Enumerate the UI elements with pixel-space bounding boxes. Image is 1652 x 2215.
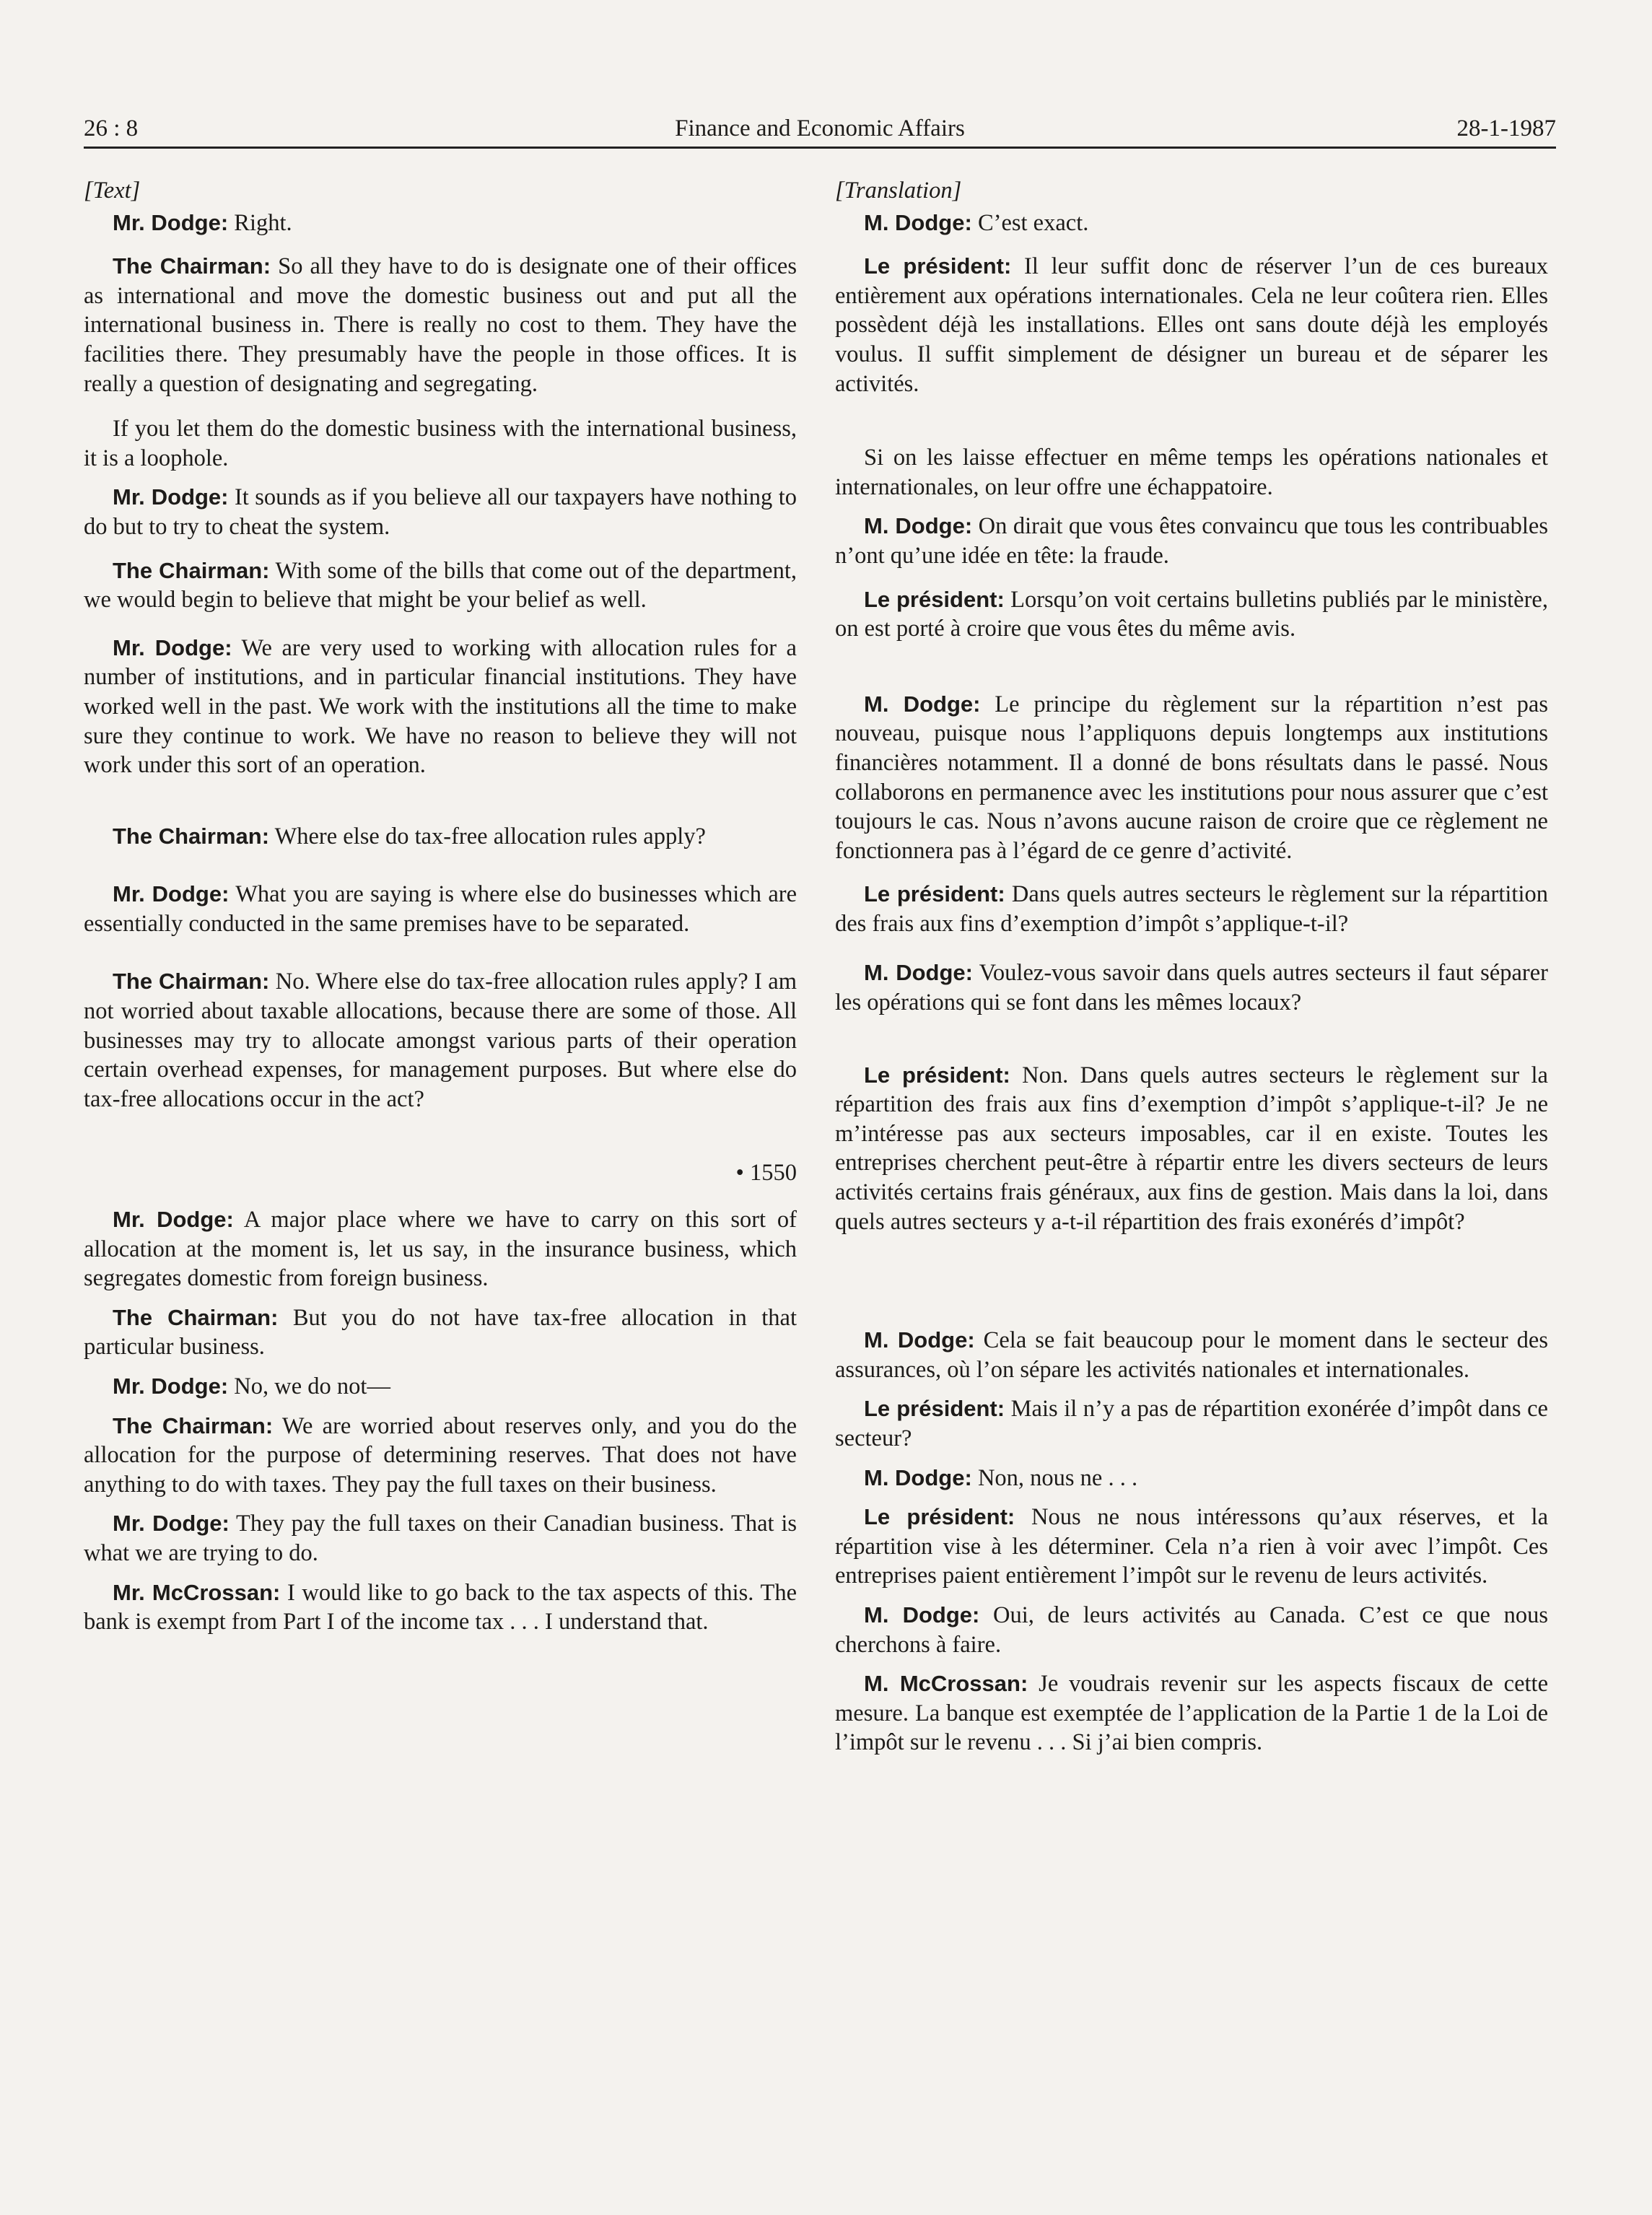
- speech-text: Non. Dans quels autres secteurs le règlement sur la répartition des frais aux fins d’exemption d’impôt s’applique-t-il? Je ne m’intéresse pas aux secteurs imposables, car il en existe. Toutes les entreprises cherchent peut-être à répartir entre les divers secteurs de leurs activités certains frais généraux, aux fins de gestion. Mais dans la loi, dans quels autres secteurs y a-t-il répartition des frais exonérés d’impôt?: [835, 1062, 1548, 1235]
- transcript-paragraph: [84, 556, 797, 615]
- transcript-paragraph: [835, 512, 1548, 570]
- speaker-label: Mr. Dodge:: [113, 1207, 234, 1233]
- transcript-paragraph: [84, 822, 797, 852]
- speaker-label: M. Dodge:: [864, 1464, 972, 1490]
- transcript-paragraph: [84, 1303, 797, 1362]
- speech-text: Lorsqu’on voit certains bulletins publiés par le ministère, on est porté à croire que vous êtes du même avis.: [835, 586, 1548, 642]
- speech-text: Where else do tax-free allocation rules apply?: [269, 823, 706, 849]
- transcript-paragraph: [84, 1205, 797, 1293]
- transcript-paragraph: [835, 1464, 1548, 1493]
- speaker-label: Mr. Dodge:: [113, 1373, 229, 1399]
- publication-title: Finance and Economic Affairs: [675, 115, 965, 141]
- speaker-label: M. Dodge:: [864, 513, 973, 539]
- speaker-label: Mr. Dodge:: [113, 1511, 230, 1537]
- speaker-label: Le président:: [864, 253, 1012, 279]
- transcript-paragraph: [84, 483, 797, 541]
- transcript-paragraph: [84, 967, 797, 1114]
- speaker-label: Le président:: [864, 1396, 1005, 1422]
- speaker-label: The Chairman:: [113, 253, 271, 279]
- speaker-label: Le président:: [864, 586, 1005, 612]
- speech-text: Oui, de leurs activités au Canada. C’est ce que nous cherchons à faire.: [835, 1602, 1548, 1658]
- speaker-label: M. Dodge:: [864, 209, 972, 235]
- transcript-paragraph: [835, 958, 1548, 1017]
- speaker-label: The Chairman:: [113, 1412, 274, 1438]
- speech-text: But you do not have tax-free allocation in that particular business.: [84, 1304, 797, 1360]
- issue-date: 28-1-1987: [1456, 115, 1556, 141]
- speech-text: If you let them do the domestic business with the international business, it is a loophole.: [84, 416, 797, 471]
- speech-text: Le principe du règlement sur la répartition n’est pas nouveau, puisque nous l’appliquons depuis longtemps aux institutions financières notamment. Il a donné de bons résultats dans le passé. Nous collaborons en permanence avec les institutions pour nous assurer que c’est toujours le cas. Nous n’avons aucune raison de croire que ce règlement ne fonctionnera pas à l’égard de ce genre d’activité.: [835, 691, 1549, 864]
- speaker-label: Le président:: [864, 881, 1005, 907]
- speech-text: C’est exact.: [971, 209, 1089, 236]
- transcript-paragraph: [835, 1503, 1548, 1591]
- speech-text: Nous ne nous intéressons qu’aux réserves, et la répartition vise à les déterminer. Cela n’a rien à voir avec l’impôt. Ces entreprises paient entièrement l’impôt sur le revenu de leurs activités.: [835, 1504, 1548, 1589]
- speaker-label: Mr. Dodge:: [113, 881, 230, 907]
- speaker-label: Mr. Dodge:: [113, 634, 232, 660]
- speech-text: What you are saying is where else do businesses which are essentially conducted in the same premises have to be separated.: [84, 881, 797, 937]
- speech-text: Si on les laisse effectuer en même temps les opérations nationales et internationales, on leur offre une échappatoire.: [835, 445, 1548, 500]
- transcript-paragraph: [84, 1578, 797, 1637]
- speech-text: No, we do not—: [228, 1373, 390, 1399]
- transcript-paragraph: [84, 1509, 797, 1568]
- page-number: 26 : 8: [84, 115, 139, 141]
- translation-tag: [Translation]: [835, 178, 962, 204]
- transcript-paragraph: [835, 690, 1548, 866]
- transcript-paragraph: [835, 1061, 1548, 1237]
- speaker-label: The Chairman:: [113, 969, 270, 995]
- transcript-paragraph: [84, 1412, 797, 1500]
- speaker-label: Le président:: [864, 1504, 1015, 1530]
- speech-text: Non, nous ne . . .: [971, 1464, 1138, 1491]
- speaker-label: The Chairman:: [113, 1304, 279, 1330]
- header-rule: [84, 147, 1556, 149]
- transcript-paragraph: [835, 443, 1548, 502]
- transcript-paragraph: [84, 209, 797, 238]
- speaker-label: Mr. McCrossan:: [113, 1579, 281, 1605]
- transcript-paragraph: [835, 209, 1548, 238]
- transcript-paragraph: [84, 414, 797, 473]
- speech-text: So all they have to do is designate one of their offices as international and move the domestic business out and put all the international business in. There is really no cost to them. They have the facilities there. They presumably have the people in those offices. It is really a question of designating and segregating.: [84, 253, 797, 397]
- speech-text: On dirait que vous êtes convaincu que tous les contribuables n’ont qu’une idée en tête: la fraude.: [835, 513, 1548, 569]
- speaker-label: M. Dodge:: [864, 691, 981, 717]
- speech-text: They pay the full taxes on their Canadian business. That is what we are trying to do.: [84, 1511, 797, 1566]
- transcript-paragraph: [84, 880, 797, 938]
- text-tag: [Text]: [84, 178, 141, 204]
- speech-text: We are very used to working with allocation rules for a number of institutions, and in particular financial institutions. They have worked well in the past. We work with the institutions all the time to make sure they continue to work. We have no reason to believe they will not work under this sort of an operation.: [84, 634, 797, 779]
- running-header: [84, 108, 1556, 149]
- transcript-paragraph: [835, 252, 1548, 398]
- transcript-paragraph: [835, 1669, 1548, 1757]
- speech-text: Dans quels autres secteurs le règlement sur la répartition des frais aux fins d’exemption d’impôt s’applique-t-il?: [835, 881, 1548, 937]
- transcript-paragraph: [835, 1601, 1548, 1659]
- transcript-paragraph: [84, 634, 797, 780]
- transcript-paragraph: [835, 880, 1548, 938]
- speech-text: A major place where we have to carry on this sort of allocation at the moment is, let us say, in the insurance business, which segregates domestic from foreign business.: [84, 1207, 797, 1292]
- speech-text: Cela se fait beaucoup pour le moment dans le secteur des assurances, où l’on sépare les activités nationales et internationales.: [835, 1327, 1548, 1383]
- speaker-label: The Chairman:: [113, 823, 270, 849]
- speech-text: Mais il n’y a pas de répartition exonérée d’impôt dans ce secteur?: [835, 1396, 1548, 1451]
- speaker-label: M. Dodge:: [864, 960, 973, 986]
- speech-text: Je voudrais revenir sur les aspects fiscaux de cette mesure. La banque est exemptée de l’application de la Partie 1 de la Loi de l’impôt sur le revenu . . . Si j’ai bien compris.: [835, 1671, 1548, 1756]
- speech-text: Right.: [228, 209, 292, 236]
- speaker-label: M. Dodge:: [864, 1327, 975, 1353]
- speaker-label: The Chairman:: [113, 557, 270, 583]
- transcript-paragraph: [84, 252, 797, 398]
- english-column: [84, 176, 797, 1637]
- time-marker: • 1550: [735, 1160, 797, 1187]
- speech-text: No. Where else do tax-free allocation rules apply? I am not worried about taxable allocations, because there are some of those. All businesses may try to allocate amongst various parts of their operation certain overhead expenses, for management purposes. But where else do tax-free allocations occur in the act?: [84, 969, 797, 1112]
- french-column: [835, 176, 1548, 1757]
- speaker-label: Mr. Dodge:: [113, 484, 229, 510]
- transcript-paragraph: [835, 1326, 1548, 1384]
- transcript-paragraph: [84, 1372, 797, 1402]
- speech-text: With some of the bills that come out of the department, we would begin to believe that might be your belief as well.: [84, 557, 797, 613]
- speech-text: I would like to go back to the tax aspects of this. The bank is exempt from Part I of the income tax . . . I understand that.: [84, 1579, 797, 1635]
- transcript-paragraph: [835, 585, 1548, 644]
- speech-text: It sounds as if you believe all our taxpayers have nothing to do but to try to cheat the system.: [84, 484, 797, 540]
- transcript-paragraph: [835, 1394, 1548, 1453]
- speaker-label: M. Dodge:: [864, 1602, 980, 1628]
- speech-text: Voulez-vous savoir dans quels autres secteurs il faut séparer les opérations qui se font dans les mêmes locaux?: [835, 960, 1549, 1016]
- speech-text: Il leur suffit donc de réserver l’un de ces bureaux entièrement aux opérations internationales. Cela ne leur coûtera rien. Elles possèdent déjà les installations. Elles ont sans doute déjà les employés voulus. Il suffit simplement de désigner un bureau et de séparer les activités.: [835, 253, 1548, 397]
- speaker-label: M. McCrossan:: [864, 1671, 1028, 1697]
- speaker-label: Mr. Dodge:: [113, 209, 229, 235]
- speaker-label: Le président:: [864, 1062, 1010, 1088]
- speech-text: We are worried about reserves only, and you do the allocation for the purpose of determining reserves. That does not have anything to do with taxes. They pay the full taxes on their business.: [84, 1412, 797, 1498]
